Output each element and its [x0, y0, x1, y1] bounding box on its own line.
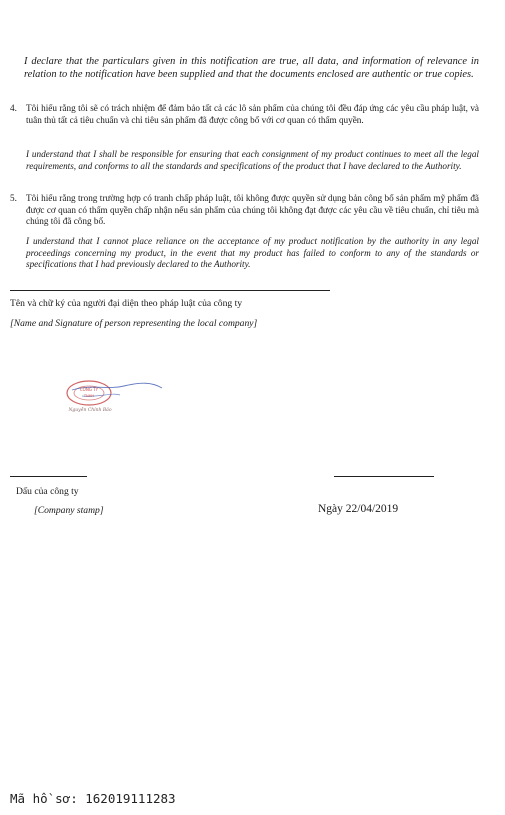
- item-number: 5.: [10, 193, 17, 203]
- date-text: Ngày 22/04/2019: [318, 503, 399, 515]
- item-5-vietnamese: Tôi hiểu rằng trong trường hợp có tranh chấp pháp luật, tôi không được quyền sử dụng bản công bố sản phẩm mỹ phẩm đã được cơ quan có thẩm quyền chấp nhận nếu sản phẩm của chúng tôi không đạt được các yêu cầu về tiêu chuẩn, chỉ tiêu mà chúng tôi đã công bố.: [26, 193, 479, 227]
- company-stamp-image: [62, 376, 167, 424]
- stamp-label-vi: Dấu của công ty: [16, 486, 79, 497]
- stamp-text-top: CÔNG TY: [79, 387, 99, 392]
- item-number: 4.: [10, 103, 17, 113]
- item-4-english: I understand that I shall be responsible for ensuring that each consignment of my product continues to meet all the legal requirements, and conforms to all the standards and specifications of the product that I have declared to the Authority.: [26, 149, 479, 171]
- stamp-line: [10, 476, 87, 477]
- signature-label-vi: Tên và chữ ký của người đại diện theo pháp luật của công ty: [10, 298, 243, 309]
- signer-name: Nguyễn Chính Bảo: [68, 408, 112, 413]
- stamp-seal-icon: [62, 376, 167, 424]
- date-line: [334, 476, 434, 477]
- stamp-text-mid: TNHH: [83, 394, 95, 398]
- item-4-vietnamese: Tôi hiểu rằng tôi sẽ có trách nhiệm để đảm bảo tất cả các lô sản phẩm của chúng tôi đều đáp ứng các yêu cầu pháp luật, và tuân thủ tất cả tiêu chuẩn và chỉ tiêu sản phẩm đã được công bố với cơ quan có thẩm quyền.: [26, 103, 479, 125]
- item-5-english: I understand that I cannot place reliance on the acceptance of my product notification by the authority in any legal proceedings concerning my product, in the event that my product has failed to conform to any of the standards or specifications that I had previously declared to the Authority.: [26, 236, 479, 270]
- stamp-label-en: [Company stamp]: [34, 505, 104, 516]
- file-code: Mã hồ sơ: 162019111283: [10, 791, 176, 806]
- declaration-paragraph: I declare that the particulars given in this notification are true, all data, and information of relevance in relation to the notification have been supplied and that the documents enclosed are authentic or true copies.: [24, 56, 479, 80]
- signature-label-en: [Name and Signature of person representing the local company]: [10, 318, 258, 329]
- signature-line: [10, 290, 330, 291]
